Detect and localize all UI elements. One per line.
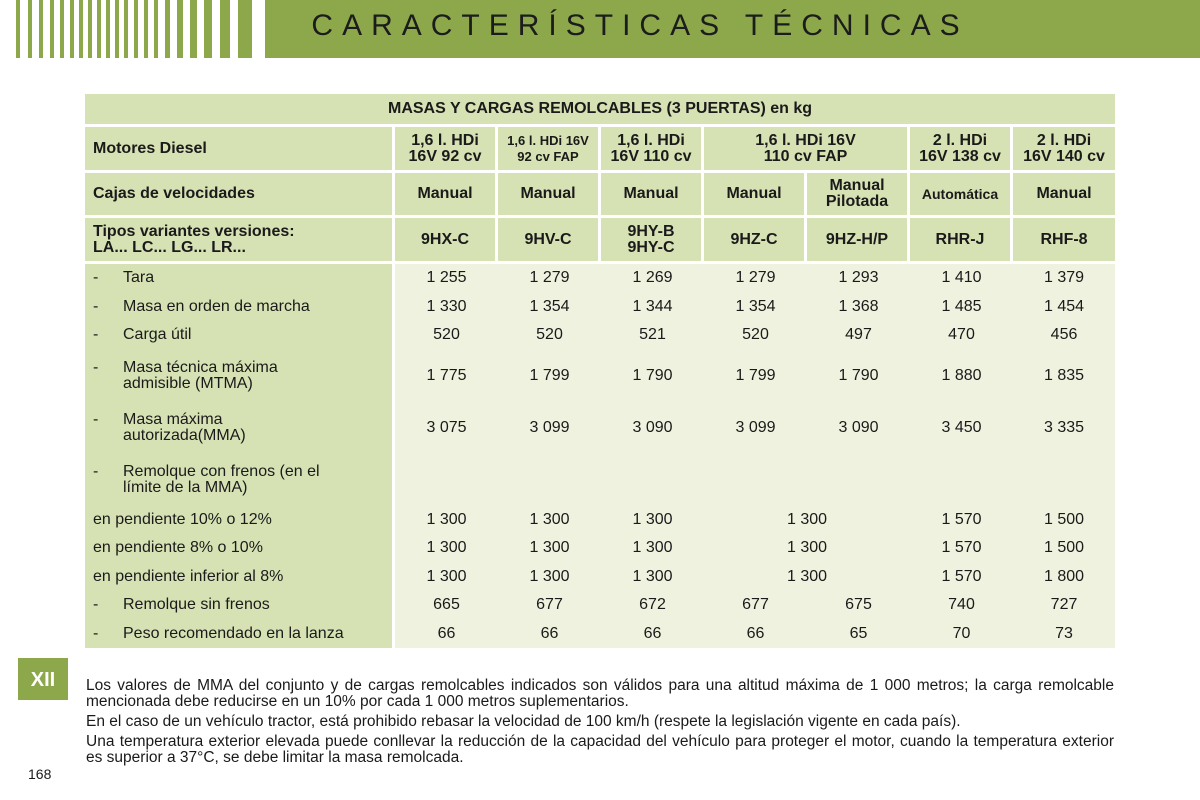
page-title: CARACTERÍSTICAS TÉCNICAS bbox=[311, 9, 969, 42]
row-label-text: Masa máxima autorizada(MMA) bbox=[123, 410, 246, 444]
gearbox-cell: Automática bbox=[910, 173, 1013, 218]
variant-cell: RHF-8 bbox=[1013, 218, 1115, 264]
value-cell: 1 300 bbox=[498, 506, 601, 535]
value-cell: 1 279 bbox=[704, 264, 807, 293]
value-cell bbox=[395, 454, 498, 506]
dash-marker: - bbox=[93, 624, 99, 642]
dash-marker: - bbox=[93, 462, 99, 480]
value-cell: 1 300 bbox=[498, 534, 601, 563]
value-cell: 1 799 bbox=[704, 350, 807, 402]
gearbox-cell: Manual bbox=[704, 173, 807, 218]
table-body bbox=[85, 94, 1115, 648]
value-cell: 1 790 bbox=[807, 350, 910, 402]
variant-cell: 9HX-C bbox=[395, 218, 498, 264]
row-header: Cajas de velocidades bbox=[85, 173, 395, 218]
row-label bbox=[85, 591, 395, 620]
table-row bbox=[85, 321, 1115, 350]
value-cell bbox=[601, 454, 704, 506]
value-cell: 1 300 bbox=[395, 506, 498, 535]
variant-cell: RHR-J bbox=[910, 218, 1013, 264]
row-label-text: Peso recomendado en la lanza bbox=[123, 624, 344, 642]
engine-row bbox=[85, 127, 1115, 173]
value-cell: 1 300 bbox=[704, 534, 910, 563]
row-label-text: Masa técnica máxima admisible (MTMA) bbox=[123, 358, 278, 392]
value-cell: 1 344 bbox=[601, 293, 704, 322]
value-cell: 1 279 bbox=[498, 264, 601, 293]
value-cell: 520 bbox=[498, 321, 601, 350]
value-cell: 66 bbox=[704, 620, 807, 649]
table-caption-row bbox=[85, 94, 1115, 127]
value-cell: 520 bbox=[704, 321, 807, 350]
value-cell: 1 379 bbox=[1013, 264, 1115, 293]
engine-header: 2 l. HDi 16V 140 cv bbox=[1013, 127, 1115, 173]
value-cell: 70 bbox=[910, 620, 1013, 649]
value-cell: 66 bbox=[395, 620, 498, 649]
table-row bbox=[85, 534, 1115, 563]
value-cell: 3 099 bbox=[704, 402, 807, 454]
value-cell: 1 300 bbox=[395, 563, 498, 592]
table-row bbox=[85, 402, 1115, 454]
note-paragraph: Una temperatura exterior elevada puede conllevar la reducción de la capacidad del vehículo para proteger el motor, cuando la temperatura exterior es superior a 37°C, se debe limitar la masa remolcada. bbox=[86, 733, 1114, 766]
value-cell: 1 485 bbox=[910, 293, 1013, 322]
row-label bbox=[85, 620, 395, 649]
value-cell: 456 bbox=[1013, 321, 1115, 350]
table-row bbox=[85, 563, 1115, 592]
engine-header: 1,6 l. HDi 16V 110 cv FAP bbox=[704, 127, 910, 173]
value-cell: 1 835 bbox=[1013, 350, 1115, 402]
value-cell: 1 454 bbox=[1013, 293, 1115, 322]
row-label: en pendiente 8% o 10% bbox=[85, 534, 395, 563]
value-cell: 1 300 bbox=[601, 534, 704, 563]
value-cell: 1 880 bbox=[910, 350, 1013, 402]
row-label bbox=[85, 293, 395, 322]
value-cell: 3 099 bbox=[498, 402, 601, 454]
dash-marker: - bbox=[93, 596, 99, 614]
header-stripes bbox=[0, 0, 265, 58]
row-label-text: Remolque con frenos (en el límite de la MMA) bbox=[123, 462, 320, 496]
value-cell: 3 090 bbox=[807, 402, 910, 454]
value-cell bbox=[498, 454, 601, 506]
value-cell: 1 799 bbox=[498, 350, 601, 402]
value-cell: 1 330 bbox=[395, 293, 498, 322]
note-paragraph: En el caso de un vehículo tractor, está prohibido rebasar la velocidad de 100 km/h (respete la legislación vigente en cada país). bbox=[86, 713, 961, 730]
value-cell: 1 800 bbox=[1013, 563, 1115, 592]
row-label bbox=[85, 321, 395, 350]
value-cell: 1 300 bbox=[704, 563, 910, 592]
value-cell: 73 bbox=[1013, 620, 1115, 649]
row-label: en pendiente inferior al 8% bbox=[85, 563, 395, 592]
value-cell: 66 bbox=[601, 620, 704, 649]
dash-marker: - bbox=[93, 410, 99, 428]
gearbox-cell: Manual bbox=[498, 173, 601, 218]
value-cell: 1 500 bbox=[1013, 506, 1115, 535]
table-row bbox=[85, 264, 1115, 293]
value-cell: 727 bbox=[1013, 591, 1115, 620]
value-cell: 1 300 bbox=[395, 534, 498, 563]
gearbox-cell: Manual bbox=[395, 173, 498, 218]
engine-header: 2 l. HDi 16V 138 cv bbox=[910, 127, 1013, 173]
table-row bbox=[85, 293, 1115, 322]
specs-table-container bbox=[85, 94, 1115, 648]
table-caption: MASAS Y CARGAS REMOLCABLES (3 PUERTAS) en kg bbox=[85, 94, 1115, 127]
value-cell: 66 bbox=[498, 620, 601, 649]
row-label bbox=[85, 402, 395, 454]
table-row bbox=[85, 454, 1115, 506]
value-cell: 1 354 bbox=[704, 293, 807, 322]
variant-cell: 9HY-B 9HY-C bbox=[601, 218, 704, 264]
value-cell bbox=[1013, 454, 1115, 506]
value-cell: 3 075 bbox=[395, 402, 498, 454]
engine-header: 1,6 l. HDi 16V 92 cv bbox=[395, 127, 498, 173]
value-cell: 677 bbox=[704, 591, 807, 620]
value-cell: 521 bbox=[601, 321, 704, 350]
row-label bbox=[85, 350, 395, 402]
value-cell: 1 500 bbox=[1013, 534, 1115, 563]
note-paragraph: Los valores de MMA del conjunto y de cargas remolcables indicados son válidos para una altitud máxima de 1 000 metros; la carga remolcable mencionada debe reducirse en un 10% por cada 1 000 metros suplementarios. bbox=[86, 677, 1114, 710]
value-cell: 1 354 bbox=[498, 293, 601, 322]
value-cell: 497 bbox=[807, 321, 910, 350]
value-cell: 470 bbox=[910, 321, 1013, 350]
table-row bbox=[85, 591, 1115, 620]
masses-table bbox=[85, 94, 1115, 648]
row-label bbox=[85, 454, 395, 506]
gearbox-cell: Manual bbox=[1013, 173, 1115, 218]
value-cell: 3 450 bbox=[910, 402, 1013, 454]
table-row bbox=[85, 506, 1115, 535]
gearbox-cell: Manual Pilotada bbox=[807, 173, 910, 218]
dash-marker: - bbox=[93, 326, 99, 344]
value-cell bbox=[704, 454, 807, 506]
value-cell: 65 bbox=[807, 620, 910, 649]
row-label: en pendiente 10% o 12% bbox=[85, 506, 395, 535]
row-label bbox=[85, 264, 395, 293]
value-cell: 1 300 bbox=[601, 506, 704, 535]
value-cell: 1 368 bbox=[807, 293, 910, 322]
variant-row bbox=[85, 218, 1115, 264]
value-cell: 1 269 bbox=[601, 264, 704, 293]
value-cell bbox=[910, 454, 1013, 506]
value-cell: 1 255 bbox=[395, 264, 498, 293]
value-cell: 675 bbox=[807, 591, 910, 620]
gearbox-cell: Manual bbox=[601, 173, 704, 218]
notes-block bbox=[86, 678, 1114, 770]
value-cell: 1 775 bbox=[395, 350, 498, 402]
value-cell: 520 bbox=[395, 321, 498, 350]
dash-marker: - bbox=[93, 297, 99, 315]
table-row bbox=[85, 620, 1115, 649]
value-cell: 1 570 bbox=[910, 534, 1013, 563]
dash-marker: - bbox=[93, 358, 99, 376]
variant-cell: 9HZ-C bbox=[704, 218, 807, 264]
row-label-text: Remolque sin frenos bbox=[123, 596, 270, 614]
dash-marker: - bbox=[93, 269, 99, 287]
row-label-text: Carga útil bbox=[123, 326, 192, 344]
value-cell: 1 300 bbox=[498, 563, 601, 592]
variant-cell: 9HZ-H/P bbox=[807, 218, 910, 264]
row-label-text: Tara bbox=[123, 269, 155, 287]
value-cell: 1 300 bbox=[601, 563, 704, 592]
value-cell: 1 293 bbox=[807, 264, 910, 293]
row-label-text: Masa en orden de marcha bbox=[123, 297, 310, 315]
table-row bbox=[85, 350, 1115, 402]
gearbox-row bbox=[85, 173, 1115, 218]
value-cell: 1 570 bbox=[910, 563, 1013, 592]
page-number: 168 bbox=[28, 766, 52, 782]
row-header: Tipos variantes versiones: LA... LC... LG... LR... bbox=[85, 218, 395, 264]
value-cell: 1 300 bbox=[704, 506, 910, 535]
value-cell: 665 bbox=[395, 591, 498, 620]
value-cell: 672 bbox=[601, 591, 704, 620]
value-cell: 3 090 bbox=[601, 402, 704, 454]
engine-header: 1,6 l. HDi 16V 92 cv FAP bbox=[498, 127, 601, 173]
value-cell: 1 570 bbox=[910, 506, 1013, 535]
engine-header: 1,6 l. HDi 16V 110 cv bbox=[601, 127, 704, 173]
chapter-tab: XII bbox=[18, 658, 68, 700]
value-cell: 677 bbox=[498, 591, 601, 620]
value-cell: 1 790 bbox=[601, 350, 704, 402]
row-header: Motores Diesel bbox=[85, 127, 395, 173]
value-cell bbox=[807, 454, 910, 506]
value-cell: 1 410 bbox=[910, 264, 1013, 293]
value-cell: 740 bbox=[910, 591, 1013, 620]
value-cell: 3 335 bbox=[1013, 402, 1115, 454]
variant-cell: 9HV-C bbox=[498, 218, 601, 264]
